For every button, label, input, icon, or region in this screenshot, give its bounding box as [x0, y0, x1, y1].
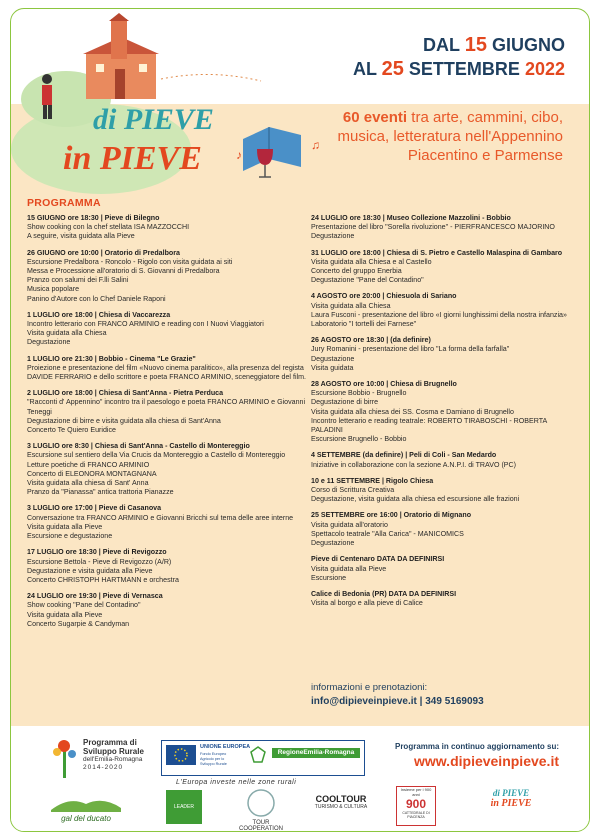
event-line: Jury Romanini - presentazione del libro "La forma della farfalla" [311, 345, 510, 354]
date-to-day: 25 [381, 58, 404, 80]
program-event [27, 442, 313, 497]
eu-fund: Fondo Europeo Agricolo per lo Sviluppo Rurale [200, 752, 227, 766]
event-line: Letture poetiche di FRANCO ARMINIO [27, 460, 150, 469]
website-link[interactable]: www.dipieveinpieve.it [414, 753, 559, 769]
event-header: 26 AGOSTO ore 18:30 | (da definire) [311, 336, 431, 345]
event-line: Degustazione di birre [311, 398, 379, 407]
event-line: Proiezione e presentazione del film «Nuovo cinema paralitico», alla presenza del regista DAVIDE FERRARIO e dello scrittore e poeta FRANCO ARMINIO, sceneggiatore del film. [27, 363, 306, 382]
program-event [27, 311, 313, 348]
event-line: Degustazione [311, 232, 355, 241]
event-header: 24 LUGLIO ore 18:30 | Museo Collezione Mazzolini - Bobbio [311, 214, 511, 222]
program-event [311, 214, 579, 242]
tc-circle-icon [246, 788, 276, 818]
date-from-prefix: DAL [423, 35, 460, 55]
event-line: Pranzo da "Pianassa" antica trattoria Pianazze [27, 488, 174, 497]
event-line: Spettacolo teatrale "Alla Carica" - MANICOMICS [311, 529, 464, 538]
partner-logos-row [11, 787, 589, 832]
footer-logos [11, 726, 589, 831]
event-line: A seguire, visita guidata alla Pieve [27, 232, 135, 241]
event-line: Conversazione tra FRANCO ARMINIO e Giovanni Bricchi sul tema delle aree interne [27, 513, 294, 522]
eu-motto: L'Europa investe nelle zone rurali [176, 779, 297, 786]
event-line: "Racconti d' Appennino" incontro tra il paesologo e poeta FRANCO ARMINIO e Giovanni Teneggi [27, 398, 306, 416]
event-line: Escursione Bobbio - Brugnello [311, 389, 407, 398]
program-event [311, 336, 579, 373]
string-lights [161, 74, 261, 81]
date-from-day: 15 [464, 34, 487, 56]
tour-cooperation-logo [236, 788, 286, 832]
eu-flag-icon [166, 745, 196, 765]
event-header: 2 LUGLIO ore 18:00 | Chiesa di Sant'Anna - Pietra Perduca [27, 389, 224, 398]
web-note: Programma in continuo aggiornamento su: [394, 742, 559, 751]
event-line: Iniziative in collaborazione con la sezione A.N.P.I. di TRAVO (PC) [311, 460, 517, 469]
event-line: Visita guidata alla Pieve [27, 610, 103, 619]
psr-line2: Sviluppo Rurale [83, 747, 144, 756]
cooltour-label: COOLTOUR [315, 794, 367, 804]
cooltour-sub: TURISMO & CULTURA [314, 804, 368, 810]
event-line: Show cooking "Pane del Contadino" [27, 601, 141, 610]
event-line: Incontro letterario con FRANCO ARMINIO e reading con I Nuovi Viaggiatori [27, 320, 264, 329]
event-line: Corso di Scrittura Creativa [311, 486, 395, 495]
program-event [311, 477, 579, 505]
gal-label: gal del ducato [61, 814, 111, 823]
date-year: 2022 [524, 59, 565, 79]
poster-frame [10, 8, 590, 832]
900-number: 900 [405, 797, 427, 811]
event-line: Visita guidata alla chiesa dei SS. Cosma e Damiano di Brugnello [311, 407, 514, 416]
program-event [311, 292, 579, 329]
event-line: Visita guidata alla Chiesa e al Castello [311, 257, 432, 266]
italian-emblem-icon [250, 746, 266, 764]
event-header: 1 LUGLIO ore 18:00 | Chiesa di Vaccarezza [27, 310, 171, 319]
program-event [311, 511, 579, 548]
event-line: Visita guidata alla Chiesa [311, 301, 391, 310]
event-line: Visita guidata [311, 363, 354, 372]
event-line: Visita guidata alla Chiesa [27, 329, 107, 338]
event-line: Escursione e degustazione [27, 532, 113, 541]
event-line: Escursione Brugnello - Bobbio [311, 435, 407, 444]
cooltour-logo [311, 794, 371, 810]
event-line: Visita guidata alla Pieve [27, 522, 103, 531]
event-header: 1 LUGLIO ore 21:30 | Bobbio - Cinema "Le Grazie" [27, 354, 196, 363]
hiker-icon [42, 74, 52, 119]
event-line: Escursione Predalbora - Roncolo - Rigolo con visita guidata ai siti [27, 257, 233, 266]
date-to-month: SETTEMBRE [408, 59, 520, 79]
event-line: Degustazione di birre e visita guidata alla chiesa di Sant'Anna [27, 416, 221, 425]
event-line: Concerto di ELEONORA MONTAGNANA [27, 469, 157, 478]
event-line: Visita guidata alla chiesa di Sant' Anna [27, 479, 149, 488]
event-line: Laura Fusconi - presentazione del libro «I giorni lunghissimi della nostra infanzia» [311, 310, 567, 319]
program-event [27, 592, 313, 629]
event-header: 3 LUGLIO ore 8:30 | Chiesa di Sant'Anna - Castello di Montereggio [27, 442, 250, 451]
info-block [311, 681, 484, 709]
tagline [323, 108, 563, 165]
program-event [311, 451, 579, 469]
leader-logo: LEADER [166, 790, 202, 824]
psr-line1: Programma di [83, 738, 137, 747]
event-header: Pieve di Centenaro DATA DA DEFINIRSI [311, 555, 445, 564]
logo-line1: di PIEVE [93, 103, 214, 136]
tagline-bold: 60 eventi [342, 109, 408, 126]
program-event [311, 555, 579, 583]
event-line: Degustazione [27, 338, 71, 347]
program-event [27, 389, 313, 435]
event-line: Presentazione del libro "Sorella rivoluzione" - PIERFRANCESCO MAJORINO [311, 223, 555, 232]
program-event [27, 355, 313, 383]
event-header: 28 AGOSTO ore 10:00 | Chiesa di Brugnello [311, 380, 457, 389]
gal-ducato-logo [51, 794, 121, 823]
tagline-rest: tra arte, cammini, cibo, musica, letteratura nell'Appennino Piacentino e Parmense [337, 109, 563, 164]
event-dates [353, 33, 565, 81]
event-line: Degustazione [311, 354, 355, 363]
event-line: Panino d'Autore con lo Chef Daniele Raponi [27, 294, 166, 303]
event-line: Concerto Sugarpie & Candyman [27, 619, 130, 628]
event-line: Concerto del gruppo Enerbia [311, 267, 402, 276]
event-header: Calice di Bedonia (PR) DATA DA DEFINIRSI [311, 589, 457, 598]
small-logo-line2: in PIEVE [490, 798, 532, 809]
date-from-month: GIUGNO [491, 35, 565, 55]
program-column-right [311, 214, 579, 615]
event-header: 4 AGOSTO ore 20:00 | Chiesuola di Sariano [311, 292, 457, 301]
event-line: Visita al borgo e alla pieve di Calice [311, 599, 423, 608]
event-line: Musica popolare [27, 285, 80, 294]
event-line: Show cooking con la chef stellata ISA MAZZOCCHI [27, 223, 190, 232]
logo-line2: in PIEVE [63, 140, 202, 177]
small-logo-line1: di PIEVE [492, 788, 530, 798]
psr-flower-icon [51, 736, 79, 778]
event-header: 4 SETTEMBRE (da definire) | Peli di Coli - San Medardo [311, 451, 497, 460]
900-cathedral-logo [396, 786, 436, 826]
eu-logo-box [161, 740, 365, 776]
event-line: Pranzo con salumi dei F.lli Salini [27, 276, 129, 285]
program-title: PROGRAMMA [27, 197, 101, 209]
event-header: 24 LUGLIO ore 19:30 | Pieve di Vernasca [27, 592, 163, 601]
event-line: Degustazione e visita guidata alla Pieve [27, 566, 153, 575]
event-header: 10 e 11 SETTEMBRE | Rigolo Chiesa [311, 476, 434, 485]
program-event [27, 548, 313, 585]
church-icon [83, 13, 159, 99]
event-line: Escursione [311, 573, 347, 582]
event-line: Concerto CHRISTOPH HARTMANN e orchestra [27, 575, 179, 584]
program-event [27, 249, 313, 304]
900-top: Insieme per i 900 anni [400, 787, 432, 797]
900-sub: CATTEDRALE DI PIACENZA [402, 811, 430, 819]
event-header: 17 LUGLIO ore 18:30 | Pieve di Revigozzo [27, 548, 167, 557]
program-event [311, 380, 579, 444]
event-line: Escursione Bettola - Pieve di Revigozzo (A/R) [27, 557, 172, 566]
psr-logo [51, 736, 161, 786]
info-contact[interactable]: info@dipieveinpieve.it | 349 5169093 [311, 696, 484, 707]
eu-title: UNIONE EUROPEA [200, 744, 251, 750]
event-header: 26 GIUGNO ore 10:00 | Oratorio di Predalbora [27, 248, 180, 257]
event-line: Degustazione [311, 539, 355, 548]
event-header: 31 LUGLIO ore 18:00 | Chiesa di S. Pietro e Castello Malaspina di Gambaro [311, 248, 563, 257]
date-to-prefix: AL [352, 59, 377, 79]
psr-line3: dell'Emilia-Romagna [83, 756, 143, 763]
program-column-left [27, 214, 313, 636]
music-note-icon-2: ♫ [311, 138, 320, 152]
psr-title [83, 738, 144, 756]
small-pieve-logo [481, 788, 541, 809]
event-line: Incontro letterario e reading teatrale: ROBERTO TIRABOSCHI - ROBERTA PALADINI [311, 416, 547, 435]
event-header: 3 LUGLIO ore 17:00 | Pieve di Casanova [27, 504, 162, 513]
event-line: Concerto Te Quiero Euridice [27, 426, 116, 435]
date-to [353, 57, 565, 81]
event-header: 25 SETTEMBRE ore 16:00 | Oratorio di Mignano [311, 511, 472, 520]
region-logo: RegioneEmilia-Romagna [272, 748, 360, 758]
event-header: 15 GIUGNO ore 18:30 | Pieve di Bilegno [27, 214, 160, 222]
program-event [27, 214, 313, 242]
tc-label: TOUR COOPERATION [239, 820, 283, 832]
header-illustration [11, 9, 331, 199]
program-event [311, 590, 579, 608]
event-line: Visita guidata all'oratorio [311, 520, 388, 529]
program-event [311, 249, 579, 286]
gal-hills-icon [51, 794, 121, 812]
info-title: informazioni e prenotazioni: [311, 682, 428, 693]
program-event [27, 504, 313, 541]
music-note-icon: ♪ [236, 148, 242, 162]
event-line: Degustazione, visita guidata alla chiesa ed escursione alle frazioni [311, 495, 520, 504]
event-line: Laboratorio "I tortelli dei Farnese" [311, 320, 417, 329]
event-line: Degustazione "Pane del Contadino" [311, 276, 424, 285]
event-line: Escursione sul sentiero della Via Crucis da Montereggio a Castello di Montereggio [27, 451, 286, 460]
psr-line4: 2014-2020 [83, 764, 124, 771]
event-line: Visita guidata alla Pieve [311, 564, 387, 573]
event-line: Messa e Processione all'oratorio di S. Giovanni di Predalbora [27, 267, 220, 276]
date-from [353, 33, 565, 57]
